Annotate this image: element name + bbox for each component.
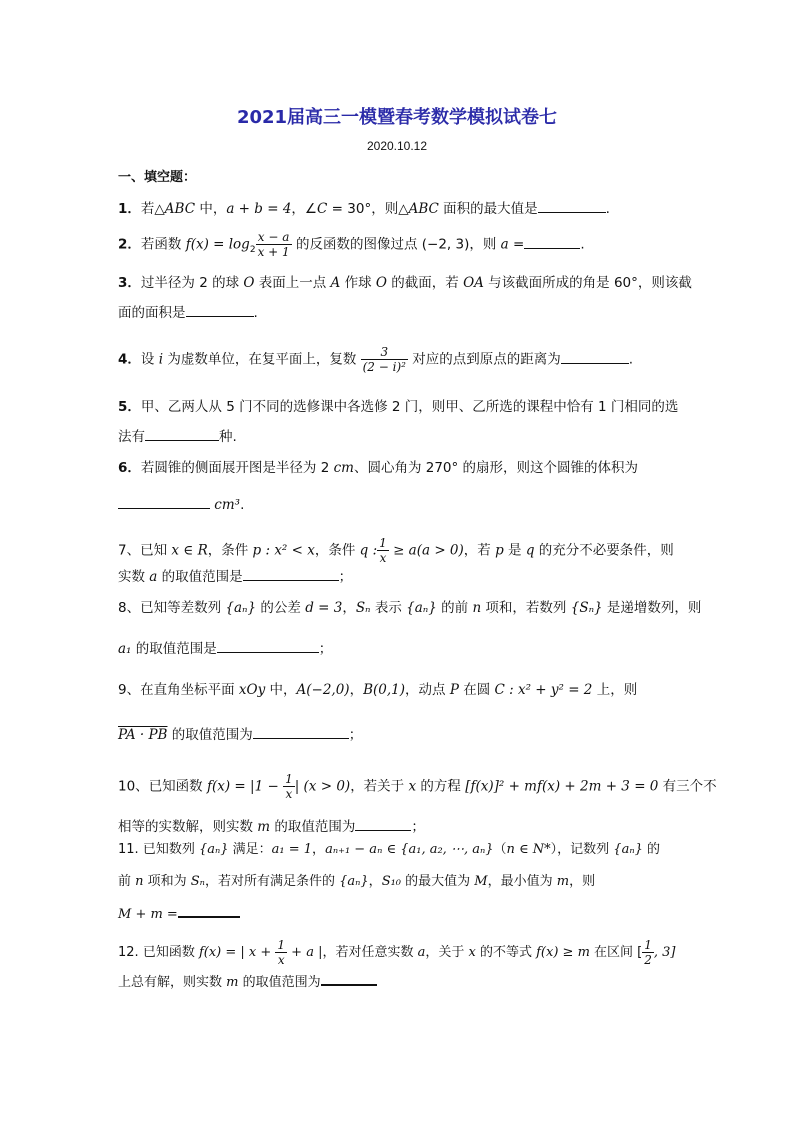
fraction: $\frac{1}{2}$ [644, 938, 652, 967]
fraction: $\frac{1}{x}$ [277, 938, 286, 967]
answer-blank[interactable] [561, 349, 629, 364]
question-12-line-2: 上总有解，则实数 m 的取值范围为 [118, 970, 678, 993]
question-5-line-2: 法有 种. [118, 426, 678, 447]
question-3: 3．过半径为 2 的球 O 表面上一点 A 作球 O 的截面，若 OA 与该截面所成的角是 60°，则该截 [118, 275, 692, 291]
answer-blank[interactable] [217, 638, 319, 653]
section-heading: 一、填空题： [118, 170, 197, 185]
question-8-line-2: a₁ 的取值范围是 ； [118, 638, 678, 659]
exam-date: 2020.10.12 [366, 139, 428, 153]
question-3-line-2: 面的面积是 . [118, 302, 678, 323]
question-11: 11. 已知数列 {aₙ} 满足：a₁ = 1，aₙ₊₁ − aₙ ∈ {a₁, a₂, ⋯, aₙ}（n ∈ N*），记数列 {aₙ} 的 [118, 842, 660, 857]
answer-blank[interactable] [538, 198, 606, 213]
answer-blank[interactable] [145, 426, 219, 441]
answer-blank[interactable] [118, 494, 210, 509]
question-12: 12. 已知函数 f(x) = | x + $\frac{1}{x}$ + a |，若对任意实数 a，关于 x 的不等式 f(x) ≥ m 在区间 [ $\frac{1}{2}$ , 3] [118, 938, 676, 967]
answer-blank[interactable] [186, 302, 254, 317]
question-11-line-2: 前 n 项和为 Sₙ，若对所有满足条件的 {aₙ}，S₁₀ 的最大值为 M，最小值为 m，则 [118, 874, 596, 889]
question-11-line-3: M + m = [118, 902, 678, 925]
question-6: 6．若圆锥的侧面展开图是半径为 2 cm、圆心角为 270° 的扇形，则这个圆锥的体积为 [118, 460, 639, 476]
answer-blank[interactable] [524, 234, 580, 249]
question-5: 5．甲、乙两人从 5 门不同的选修课中各选修 2 门，则甲、乙所选的课程中恰有 1 门相同的选 [118, 399, 679, 415]
answer-blank[interactable] [243, 566, 339, 581]
question-4: 4．设 i 为虚数单位，在复平面上，复数 $\frac{3}{\text{(2 − i)²}}$ 对应的点到原点的距离为 . [118, 345, 634, 374]
answer-blank[interactable] [253, 724, 349, 739]
question-9-line-2: PA · PB 的取值范围为 ； [118, 724, 678, 745]
question-7-line-2: 实数 a 的取值范围是 ； [118, 566, 678, 587]
question-1: 1．若△ABC 中，a + b = 4，∠C = 30°，则△ABC 面积的最大值是 . [118, 198, 678, 219]
question-2: 2．若函数 $f(x) = \log_2$ $\frac{x - a}{x + 1}$ 的反函数的图像过点 (−2, 3)，则 a = . [118, 230, 585, 259]
question-8: 8、已知等差数列 {aₙ} 的公差 d = 3，Sₙ 表示 {aₙ} 的前 n 项和，若数列 {Sₙ} 是递增数列，则 [118, 600, 702, 616]
fraction: $\frac{1}{x}$ [379, 536, 387, 565]
question-7: 7、已知 x ∈ R，条件 p : x² < x，条件 q : $\frac{1}{x}$ ≥ a(a > 0)，若 p 是 q 的充分不必要条件，则 [118, 536, 674, 565]
question-9: 9、在直角坐标平面 xOy 中，A(−2,0)，B(0,1)，动点 P 在圆 C : x² + y² = 2 上，则 [118, 682, 638, 698]
fraction: $\frac{x - a}{x + 1}$ [257, 230, 290, 259]
page-title: 2021届高三一模暨春考数学模拟试卷七 [236, 107, 558, 128]
question-10: 10、已知函数 f(x) = |1 − $\frac{1}{x}$ | (x > 0)，若关于 x 的方程 [f(x)]² + mf(x) + 2m + 3 = 0 有三个不 [118, 772, 717, 801]
question-6-line-2: cm³. [118, 494, 678, 515]
answer-blank[interactable] [321, 970, 377, 986]
answer-blank[interactable] [178, 902, 240, 918]
answer-blank[interactable] [355, 816, 411, 831]
question-10-line-2: 相等的实数解，则实数 m 的取值范围为 ； [118, 816, 678, 837]
fraction: $\frac{3}{\text{(2 − i)²}}$ [362, 345, 406, 374]
fraction: $\frac{1}{x}$ [285, 772, 293, 801]
